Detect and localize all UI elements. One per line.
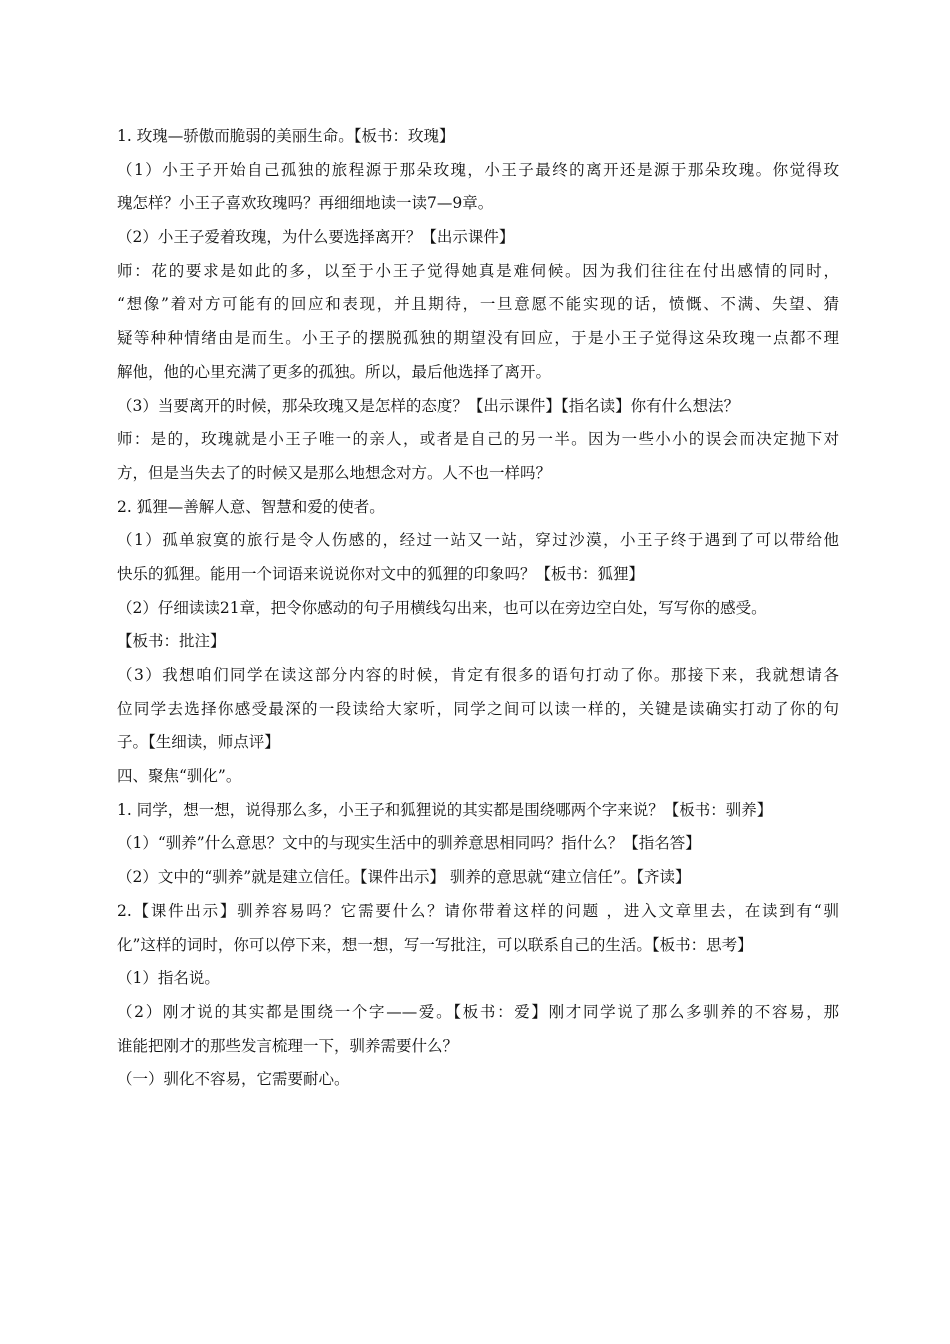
text-line: 子。【生细读，师点评】 — [117, 733, 280, 752]
text-line: 疑等种种情绪由是而生。小王子的摆脱孤独的期望没有回应，于是小王子觉得这朵玫瑰一点都不理 — [117, 329, 839, 348]
text-line: （2）仔细读读21章，把令你感动的句子用横线勾出来，也可以在旁边空白处，写写你的感受。 — [117, 598, 767, 617]
text-line: 快乐的狐狸。能用一个词语来说说你对文中的狐狸的印象吗？【板书：狐狸】 — [117, 564, 645, 583]
text-line: 方，但是当失去了的时候又是那么地想念对方。人不也一样吗？ — [117, 463, 552, 482]
text-line: （1）“驯养”什么意思？文中的与现实生活中的驯养意思相同吗？指什么？【指名答】 — [117, 834, 701, 853]
text-line: 【板书：批注】 — [117, 632, 226, 651]
text-line: （1）指名说。 — [117, 969, 220, 988]
text-line: 师：花的要求是如此的多，以至于小王子觉得她真是难伺候。因为我们往往在付出感情的同时， — [117, 261, 839, 280]
text-line: （1）孤单寂寞的旅行是令人伤感的，经过一站又一站，穿过沙漠，小王子终于遇到了可以带给他 — [117, 531, 839, 550]
text-line: （3）我想咱们同学在读这部分内容的时候，肯定有很多的语句打动了你。那接下来，我就想请各 — [117, 666, 839, 684]
text-line: （1）小王子开始自己孤独的旅程源于那朵玫瑰，小王子最终的离开还是源于那朵玫瑰。你觉得玫 — [117, 160, 839, 179]
text-line: （2）文中的“驯养”就是建立信任。【课件出示】 驯养的意思就“建立信任”。【齐读】 — [117, 868, 691, 887]
text-line: 1. 同学，想一想，说得那么多，小王子和狐狸说的其实都是围绕哪两个字来说？【板书：驯养】 — [117, 800, 773, 819]
text-line: （2）刚才说的其实都是围绕一个字——爱。【板书：爱】刚才同学说了那么多驯养的不容易，那 — [117, 1002, 839, 1021]
text-line: 瑰怎样？小王子喜欢玫瑰吗？再细细地读一读7—9章。 — [117, 194, 494, 213]
text-line: 四、聚焦“驯化”。 — [117, 767, 242, 786]
text-line: （2）小王子爱着玫瑰，为什么要选择离开？【出示课件】 — [117, 228, 515, 247]
document-body — [117, 120, 839, 1097]
text-line: 位同学去选择你感受最深的一段读给大家听，同学之间可以读一样的，关键是读确实打动了你的句 — [117, 699, 839, 718]
text-line: 1. 玫瑰—骄傲而脆弱的美丽生命。【板书：玫瑰】 — [117, 127, 455, 145]
text-line: 师：是的，玫瑰就是小王子唯一的亲人，或者是自己的另一半。因为一些小小的误会而决定抛下对 — [117, 430, 839, 449]
text-line: 解他，他的心里充满了更多的孤独。所以，最后他选择了离开。 — [117, 362, 552, 381]
text-line: 2.【课件出示】驯养容易吗？它需要什么？请你带着这样的问题 ，进入文章里去，在读到有“驯 — [117, 901, 839, 920]
text-line: 化”这样的词时，你可以停下来，想一想，写一写批注，可以联系自己的生活。【板书：思考】 — [117, 935, 753, 954]
text-line: “想像”着对方可能有的回应和表现，并且期待，一旦意愿不能实现的话，愤慨、不满、失望、猜 — [117, 295, 839, 314]
text-line: 谁能把刚才的那些发言梳理一下，驯养需要什么？ — [117, 1036, 459, 1055]
text-line: （3）当要离开的时候，那朵玫瑰又是怎样的态度？【出示课件】【指名读】你有什么想法？ — [117, 396, 740, 415]
text-line: （一）驯化不容易，它需要耐心。 — [117, 1070, 350, 1089]
text-line: 2. 狐狸—善解人意、智慧和爱的使者。 — [117, 497, 385, 516]
